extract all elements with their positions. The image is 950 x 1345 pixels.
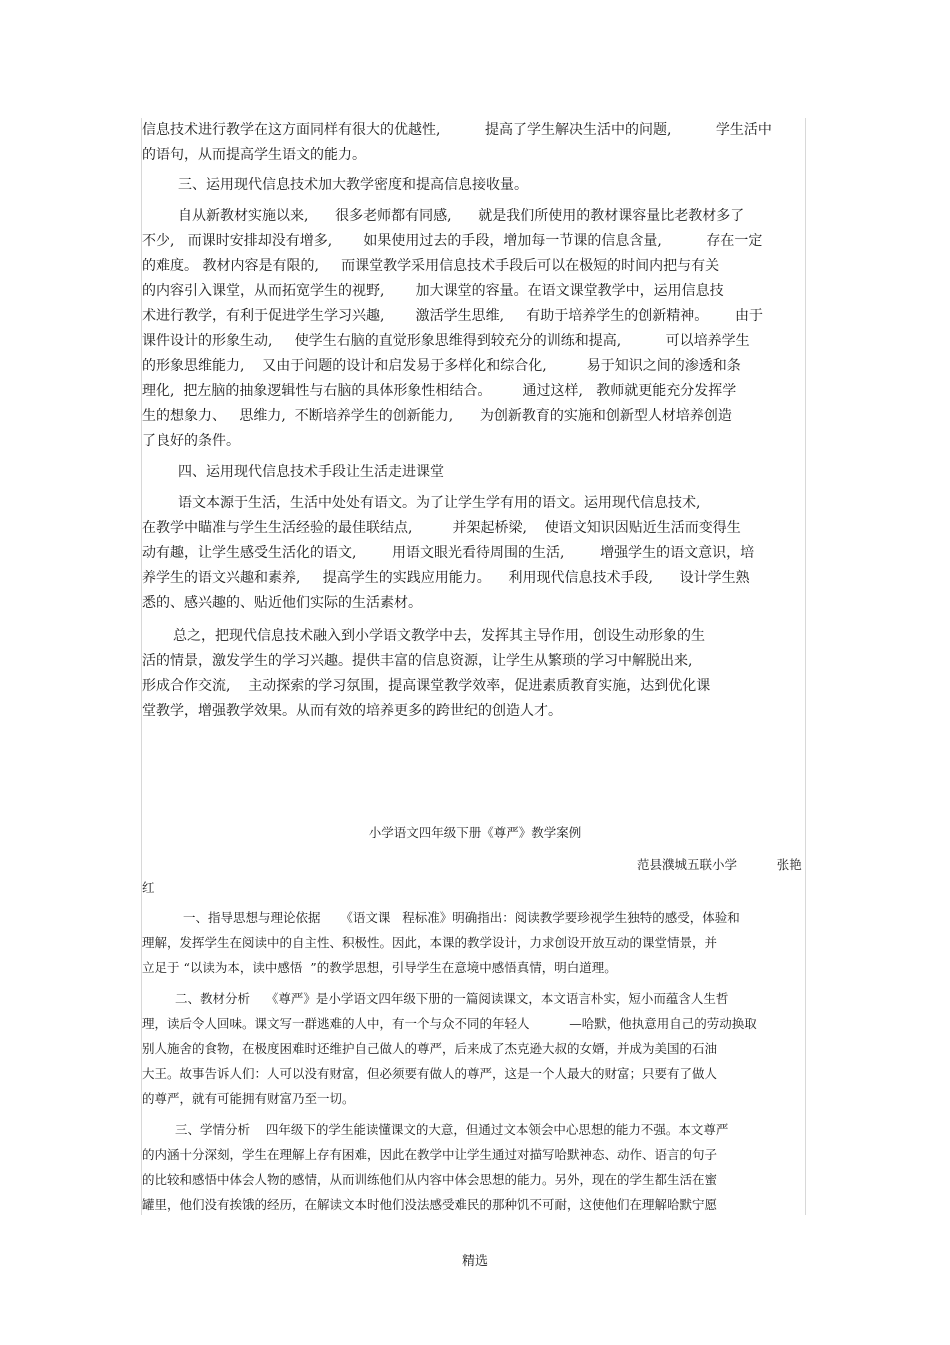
text-line: 课件设计的形象生动, 使学生右脑的直觉形象思维得到较充分的训练和提高, 可以培养学生 <box>142 333 750 349</box>
text-line: 生的想象力、 思维力, 不断培养学生的创新能力, 为创新教育的实施和创新型人材培养创造 <box>142 408 732 424</box>
text-line: 信息技术进行教学在这方面同样有很大的优越性, 提高了学生解决生活中的问题, 学生活中 <box>142 122 772 138</box>
text-line: 悉的、感兴趣的、贴近他们实际的生活素材。 <box>142 595 422 611</box>
text-line: 理解，发挥学生在阅读中的自主性、积极性。因此，本课的教学设计，力求创设开放互动的课堂情景，并 <box>142 935 718 950</box>
text-line: 养学生的语文兴趣和素养, 提高学生的实践应用能力。 利用现代信息技术手段, 设计学生熟 <box>142 570 750 586</box>
text-line: 大王。故事告诉人们：人可以没有财富，但必须要有做人的尊严，这是一个人最大的财富；只要有了做人 <box>142 1066 718 1081</box>
text-line: 的形象思维能力, 又由于问题的设计和启发易于多样化和综合化, 易于知识之间的渗透和条 <box>142 358 741 374</box>
text-line: 堂教学，增强教学效果。从而有效的培养更多的跨世纪的创造人才。 <box>142 703 562 719</box>
text-line: 立足于 “以读为本，读中感悟 ”的教学思想，引导学生在意境中感悟真情，明白道理。 <box>142 960 617 975</box>
text-line: 罐里，他们没有挨饿的经历，在解读文本时他们没法感受难民的那种饥不可耐，这使他们在理解哈默宁愿 <box>142 1197 718 1212</box>
text-line: 了良好的条件。 <box>142 433 240 449</box>
text-line: 的比较和感悟中体会人物的感情，从而训练他们从内容中体会思想的能力。另外，现在的学生都生活在蜜 <box>142 1172 718 1187</box>
text-line: 的尊严，就有可能拥有财富乃至一切。 <box>142 1091 355 1106</box>
text-line: 形成合作交流, 主动探索的学习氛围，提高课堂教学效率，促进素质教育实施，达到优化课 <box>142 678 711 694</box>
text-line: 不少, 而课时安排却没有增多, 如果使用过去的手段，增加每一节课的信息含量, 存在一定 <box>142 233 763 249</box>
text-line: 语文本源于生活，生活中处处有语文。为了让学生学有用的语文。运用现代信息技术, <box>178 495 701 511</box>
text-line: 的难度。 教材内容是有限的, 而课堂教学采用信息技术手段后可以在极短的时间内把与有关 <box>142 258 720 274</box>
text-line: 二、教材分析 《尊严》是小学语文四年级下册的一篇阅读课文，本文语言朴实，短小而蕴含人生哲 <box>175 991 729 1006</box>
text-line: 活的情景，激发学生的学习兴趣。提供丰富的信息资源，让学生从繁琐的学习中解脱出来, <box>142 653 693 669</box>
section-heading: 三、运用现代信息技术加大教学密度和提高信息接收量。 <box>178 177 528 193</box>
text-line: 的内容引入课堂，从而拓宽学生的视野, 加大课堂的容量。在语文课堂教学中，运用信息技 <box>142 283 724 299</box>
text-line: 在教学中瞄准与学生生活经验的最佳联结点, 并架起桥梁, 使语文知识因贴近生活而变得生 <box>142 520 741 536</box>
text-line: 一、指导思想与理论依据 《语文课 程标准》明确指出：阅读教学要珍视学生独特的感受，体验和 <box>183 910 740 925</box>
author-line: 范县濮城五联小学 张艳 <box>637 857 802 872</box>
text-line: 理，读后令人回味。课文写一群逃难的人中，有一个与众不同的年轻人 —哈默，他执意用自己的劳动换取 <box>142 1016 757 1031</box>
lesson-title: 小学语文四年级下册《尊严》教学案例 <box>368 825 582 840</box>
text-line: 总之，把现代信息技术融入到小学语文教学中去，发挥其主导作用，创设生动形象的生 <box>173 628 705 644</box>
page-footer: 精选 <box>461 1254 488 1269</box>
text-line: 动有趣，让学生感受生活化的语文, 用语文眼光看待周围的生活, 增强学生的语文意识，培 <box>142 545 755 561</box>
text-line: 别人施舍的食物，在极度困难时还维护自己做人的尊严，后来成了杰克逊大叔的女婿，并成为美国的石油 <box>142 1041 718 1056</box>
text-line: 的内涵十分深刻，学生在理解上存有困难，因此在教学中让学生通过对描写哈默神态、动作、语言的句子 <box>142 1147 718 1162</box>
text-line: 术进行教学，有利于促进学生学习兴趣, 激活学生思维, 有助于培养学生的创新精神。 由于 <box>142 308 764 324</box>
text-line: 三、学情分析 四年级下的学生能读懂课文的大意，但通过文本领会中心思想的能力不强。本文尊严 <box>175 1122 729 1137</box>
text-line: 自从新教材实施以来, 很多老师都有同感, 就是我们所使用的教材课容量比老教材多了 <box>178 208 745 224</box>
section-heading: 四、运用现代信息技术手段让生活走进课堂 <box>178 464 444 480</box>
text-line: 理化, 把左脑的抽象逻辑性与右脑的具体形象性相结合。 通过这样, 教师就更能充分发挥学 <box>142 383 737 399</box>
text-line: 的语句，从而提高学生语文的能力。 <box>142 147 366 163</box>
author-line-wrap: 红 <box>142 880 155 895</box>
right-margin-rule <box>805 118 806 1215</box>
